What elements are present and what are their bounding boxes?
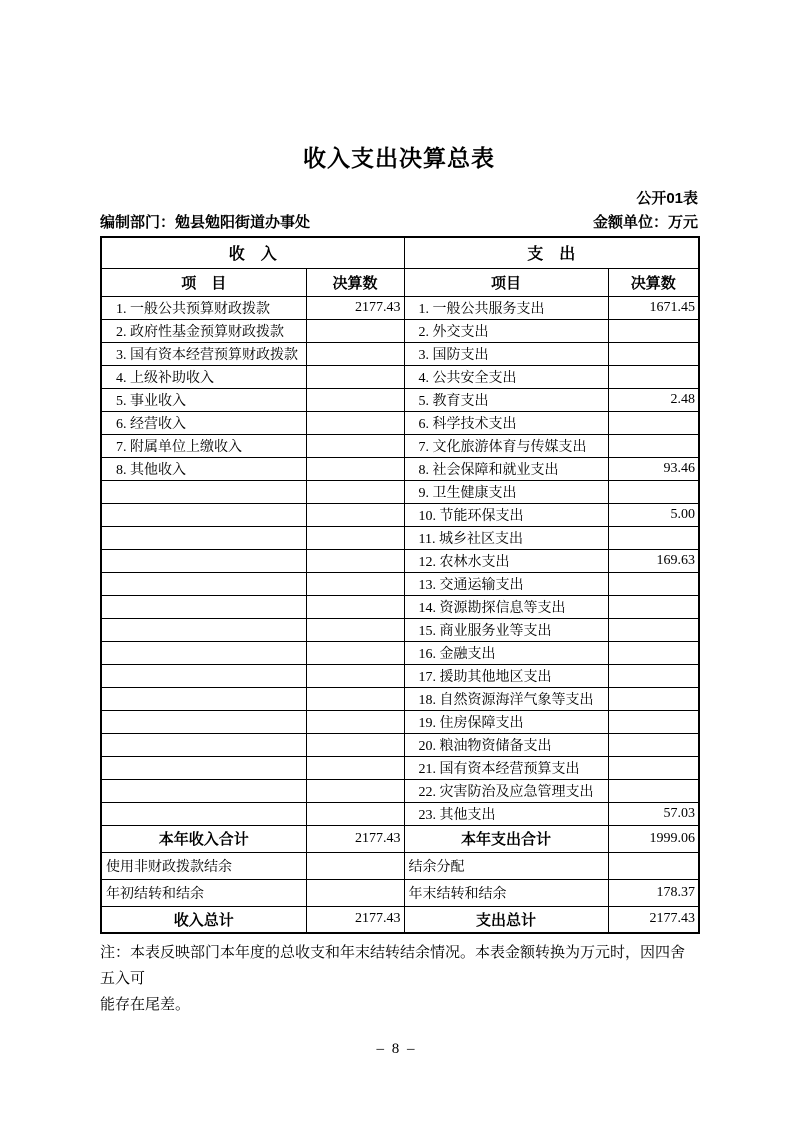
expense-item-cell: 13. 交通运输支出 [404, 572, 608, 595]
income-value-cell [306, 733, 404, 756]
income-item-cell: 3. 国有资本经营预算财政拨款 [101, 342, 306, 365]
footnote [100, 940, 698, 1018]
income-section-header: 收 入 [101, 237, 404, 268]
table-row [101, 710, 699, 733]
table-row [101, 526, 699, 549]
expense-value-cell: 2177.43 [608, 906, 699, 933]
expense-value-cell [608, 618, 699, 641]
expense-item-cell: 6. 科学技术支出 [404, 411, 608, 434]
income-value-cell [306, 779, 404, 802]
expense-item-cell: 21. 国有资本经营预算支出 [404, 756, 608, 779]
income-value-cell: 2177.43 [306, 825, 404, 852]
expense-value-cell [608, 526, 699, 549]
department-label: 编制部门：勉县勉阳街道办事处 [100, 214, 311, 231]
expense-item-cell: 年末结转和结余 [404, 879, 608, 906]
expense-item-cell: 7. 文化旅游体育与传媒支出 [404, 434, 608, 457]
income-item-cell: 收入总计 [101, 906, 306, 933]
income-value-cell [306, 388, 404, 411]
table-row [101, 342, 699, 365]
expense-value-cell [608, 664, 699, 687]
table-code: 公开01表 [636, 190, 698, 207]
income-item-cell [101, 802, 306, 825]
income-item-cell [101, 733, 306, 756]
table-row [101, 595, 699, 618]
expense-item-cell: 11. 城乡社区支出 [404, 526, 608, 549]
expense-item-cell: 23. 其他支出 [404, 802, 608, 825]
income-item-cell [101, 779, 306, 802]
income-value-cell [306, 664, 404, 687]
income-value-cell [306, 595, 404, 618]
table-row [101, 756, 699, 779]
income-item-cell: 使用非财政拨款结余 [101, 852, 306, 879]
table-row [101, 879, 699, 906]
expense-value-cell [608, 779, 699, 802]
unit-label: 金额单位：万元 [592, 214, 698, 231]
expense-item-cell: 结余分配 [404, 852, 608, 879]
expense-item-cell: 9. 卫生健康支出 [404, 480, 608, 503]
table-row [101, 906, 699, 933]
expense-value-cell: 93.46 [608, 457, 699, 480]
table-row [101, 411, 699, 434]
income-value-cell: 2177.43 [306, 906, 404, 933]
income-item-cell: 本年收入合计 [101, 825, 306, 852]
expense-item-cell: 20. 粮油物资储备支出 [404, 733, 608, 756]
expense-value-cell [608, 595, 699, 618]
table-row [101, 802, 699, 825]
meta-row [100, 211, 698, 232]
table-row [101, 480, 699, 503]
income-item-cell: 1. 一般公共预算财政拨款 [101, 296, 306, 319]
expense-item-cell: 2. 外交支出 [404, 319, 608, 342]
expense-section-header: 支 出 [404, 237, 699, 268]
income-value-cell [306, 549, 404, 572]
expense-value-cell: 1999.06 [608, 825, 699, 852]
income-value-cell [306, 411, 404, 434]
expense-value-cell: 5.00 [608, 503, 699, 526]
section-header-row [101, 237, 699, 268]
expense-value-cell [608, 342, 699, 365]
income-value-cell [306, 503, 404, 526]
table-row [101, 319, 699, 342]
income-item-cell [101, 641, 306, 664]
expense-item-cell: 3. 国防支出 [404, 342, 608, 365]
budget-table [100, 236, 700, 934]
expense-value-cell [608, 480, 699, 503]
expense-item-cell: 5. 教育支出 [404, 388, 608, 411]
expense-value-cell [608, 319, 699, 342]
table-row [101, 296, 699, 319]
expense-value-cell [608, 710, 699, 733]
footnote-line-2: 能存在尾差。 [100, 997, 191, 1013]
income-item-cell [101, 549, 306, 572]
income-value-cell [306, 457, 404, 480]
footnote-line-1: 注：本表反映部门本年度的总收支和年末结转结余情况。本表金额转换为万元时，因四舍五入可 [100, 945, 686, 987]
expense-item-cell: 19. 住房保障支出 [404, 710, 608, 733]
table-row [101, 503, 699, 526]
income-item-cell [101, 710, 306, 733]
income-value-cell [306, 710, 404, 733]
expense-item-cell: 16. 金融支出 [404, 641, 608, 664]
income-item-cell: 4. 上级补助收入 [101, 365, 306, 388]
expense-value-cell [608, 434, 699, 457]
table-row [101, 687, 699, 710]
table-row [101, 664, 699, 687]
income-value-cell [306, 618, 404, 641]
table-row [101, 641, 699, 664]
expense-value-cell [608, 572, 699, 595]
income-value-cell [306, 319, 404, 342]
income-item-cell [101, 595, 306, 618]
expense-item-cell: 15. 商业服务业等支出 [404, 618, 608, 641]
expense-value-cell: 57.03 [608, 802, 699, 825]
income-item-cell: 年初结转和结余 [101, 879, 306, 906]
expense-value-cell [608, 365, 699, 388]
expense-item-cell: 8. 社会保障和就业支出 [404, 457, 608, 480]
page-content [100, 140, 698, 1018]
income-value-cell [306, 342, 404, 365]
income-value-cell [306, 756, 404, 779]
expense-item-cell: 4. 公共安全支出 [404, 365, 608, 388]
income-value-column-header: 决算数 [306, 268, 404, 296]
expense-item-cell: 22. 灾害防治及应急管理支出 [404, 779, 608, 802]
table-row [101, 779, 699, 802]
income-value-cell: 2177.43 [306, 296, 404, 319]
income-value-cell [306, 365, 404, 388]
column-header-row [101, 268, 699, 296]
income-item-cell [101, 618, 306, 641]
income-value-cell [306, 852, 404, 879]
expense-item-cell: 18. 自然资源海洋气象等支出 [404, 687, 608, 710]
expense-value-cell: 178.37 [608, 879, 699, 906]
expense-value-cell [608, 641, 699, 664]
income-item-cell: 6. 经营收入 [101, 411, 306, 434]
expense-value-cell [608, 411, 699, 434]
income-item-cell [101, 756, 306, 779]
income-item-cell: 2. 政府性基金预算财政拨款 [101, 319, 306, 342]
expense-item-cell: 1. 一般公共服务支出 [404, 296, 608, 319]
table-row [101, 434, 699, 457]
income-item-cell [101, 480, 306, 503]
expense-value-column-header: 决算数 [608, 268, 699, 296]
table-row [101, 457, 699, 480]
table-row [101, 618, 699, 641]
income-item-cell [101, 572, 306, 595]
income-value-cell [306, 687, 404, 710]
page-title: 收入支出决算总表 [303, 145, 495, 171]
expense-value-cell [608, 756, 699, 779]
table-body [101, 296, 699, 933]
table-row [101, 852, 699, 879]
table-row [101, 733, 699, 756]
expense-value-cell [608, 733, 699, 756]
expense-value-cell: 1671.45 [608, 296, 699, 319]
income-value-cell [306, 480, 404, 503]
expense-value-cell: 2.48 [608, 388, 699, 411]
expense-item-cell: 支出总计 [404, 906, 608, 933]
income-item-cell [101, 664, 306, 687]
table-row [101, 572, 699, 595]
income-item-cell [101, 687, 306, 710]
table-row [101, 825, 699, 852]
income-value-cell [306, 879, 404, 906]
table-row [101, 549, 699, 572]
expense-item-cell: 本年支出合计 [404, 825, 608, 852]
expense-value-cell [608, 687, 699, 710]
expense-item-cell: 14. 资源勘探信息等支出 [404, 595, 608, 618]
income-item-cell: 8. 其他收入 [101, 457, 306, 480]
income-item-cell [101, 503, 306, 526]
income-value-cell [306, 802, 404, 825]
expense-item-cell: 12. 农林水支出 [404, 549, 608, 572]
income-value-cell [306, 526, 404, 549]
expense-value-cell: 169.63 [608, 549, 699, 572]
income-value-cell [306, 641, 404, 664]
income-item-column-header: 项 目 [101, 268, 306, 296]
table-row [101, 388, 699, 411]
income-item-cell [101, 526, 306, 549]
expense-value-cell [608, 852, 699, 879]
income-value-cell [306, 434, 404, 457]
income-value-cell [306, 572, 404, 595]
expense-item-cell: 17. 援助其他地区支出 [404, 664, 608, 687]
income-item-cell: 7. 附属单位上缴收入 [101, 434, 306, 457]
page-number: – 8 – [376, 1041, 417, 1057]
table-row [101, 365, 699, 388]
expense-item-cell: 10. 节能环保支出 [404, 503, 608, 526]
income-item-cell: 5. 事业收入 [101, 388, 306, 411]
expense-item-column-header: 项目 [404, 268, 608, 296]
